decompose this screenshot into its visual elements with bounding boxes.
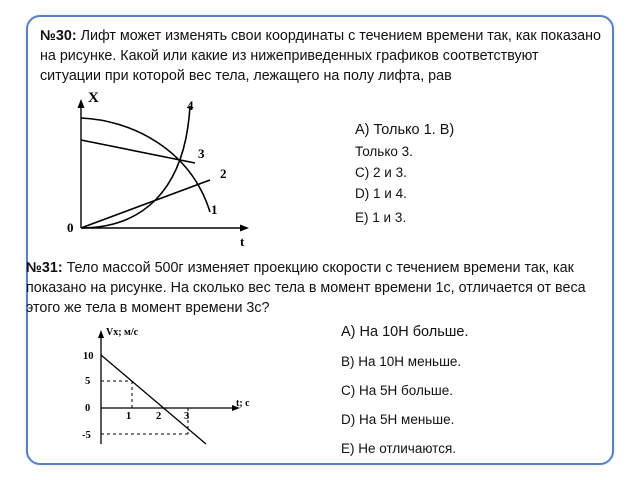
task-31-answer-a <box>341 318 561 347</box>
answer-text: На 10Н меньше. <box>358 354 462 369</box>
y-tick-label: 5 <box>85 376 91 387</box>
task-31-question: Тело массой 500г изменяет проекцию скорости с течением времени так, как показано на рисунке. На сколько вес тела в момент времени 1с, отличается от веса этого же тела в момент времени 3с? <box>26 260 586 316</box>
answer-letter: C) <box>355 165 370 180</box>
answer-text: Только 1. В) <box>373 122 455 138</box>
x-axis-label: t; c <box>236 398 250 409</box>
y-axis-label: Vx; м/с <box>106 327 139 338</box>
task-30-answer-a <box>355 120 515 141</box>
answer-letter: E) <box>355 210 369 225</box>
x-axis-label: t <box>240 234 245 248</box>
task-31-answer-d <box>341 405 561 434</box>
task-31-number: №31: <box>26 260 63 276</box>
answer-text: На 5Н меньше. <box>359 412 455 427</box>
y-tick-label: 0 <box>85 403 91 414</box>
x-tick-label: 3 <box>184 411 190 422</box>
task-30-number: №30: <box>40 28 77 44</box>
x-tick-label: 2 <box>156 411 162 422</box>
answer-letter: A) <box>355 122 370 138</box>
y-tick-label: -5 <box>82 430 91 441</box>
curve-4 <box>81 106 190 228</box>
task-31-answer-e <box>341 434 561 463</box>
answer-text: 1 и 3. <box>372 210 407 225</box>
task-30-text <box>40 26 602 86</box>
answer-text: На 10Н больше. <box>359 324 469 340</box>
curve-1-label: 1 <box>211 202 218 217</box>
task-30-answer-e <box>355 207 515 228</box>
task-31-answers <box>341 318 561 463</box>
curve-1 <box>81 118 210 212</box>
answer-text: Не отличаются. <box>358 441 457 456</box>
task-30-answer-d <box>355 183 515 204</box>
answer-text: На 5Н больше. <box>359 383 453 398</box>
answer-letter: E) <box>341 441 355 456</box>
task-30-answer-b <box>355 141 515 162</box>
task-31-answer-b <box>341 347 561 376</box>
task-30-answers <box>355 120 515 228</box>
task-30-graph <box>60 88 260 248</box>
answer-text: 2 и 3. <box>373 165 407 180</box>
answer-letter: D) <box>355 186 370 201</box>
curve-3-label: 3 <box>198 146 205 161</box>
task-31-graph <box>76 322 276 450</box>
task-30-answer-c <box>355 162 515 183</box>
answer-letter: C) <box>341 383 356 398</box>
answer-letter: D) <box>341 412 356 427</box>
y-tick-label: 10 <box>83 351 94 362</box>
origin-label: 0 <box>67 220 74 235</box>
x-axis-arrow <box>240 225 249 232</box>
curve-2 <box>81 180 210 228</box>
task-31-answer-c <box>341 376 561 405</box>
task-30-question: Лифт может изменять свои координаты с течением времени так, как показано на рисунке. Какой или какие из нижеприведенных графиков соответствуют ситуации при которой вес тела, лежащего на полу лифта, рав <box>40 28 601 84</box>
answer-letter: B) <box>341 354 355 369</box>
task-31-text <box>26 258 616 318</box>
x-tick-label: 1 <box>126 411 132 422</box>
answer-text: Только 3. <box>355 144 413 159</box>
y-axis-arrow <box>98 330 104 338</box>
curve-4-label: 4 <box>187 98 194 113</box>
y-axis-label: X <box>88 90 99 106</box>
answer-text: 1 и 4. <box>373 186 407 201</box>
curve-2-label: 2 <box>220 166 227 181</box>
velocity-line <box>101 355 206 444</box>
answer-letter: A) <box>341 324 356 340</box>
